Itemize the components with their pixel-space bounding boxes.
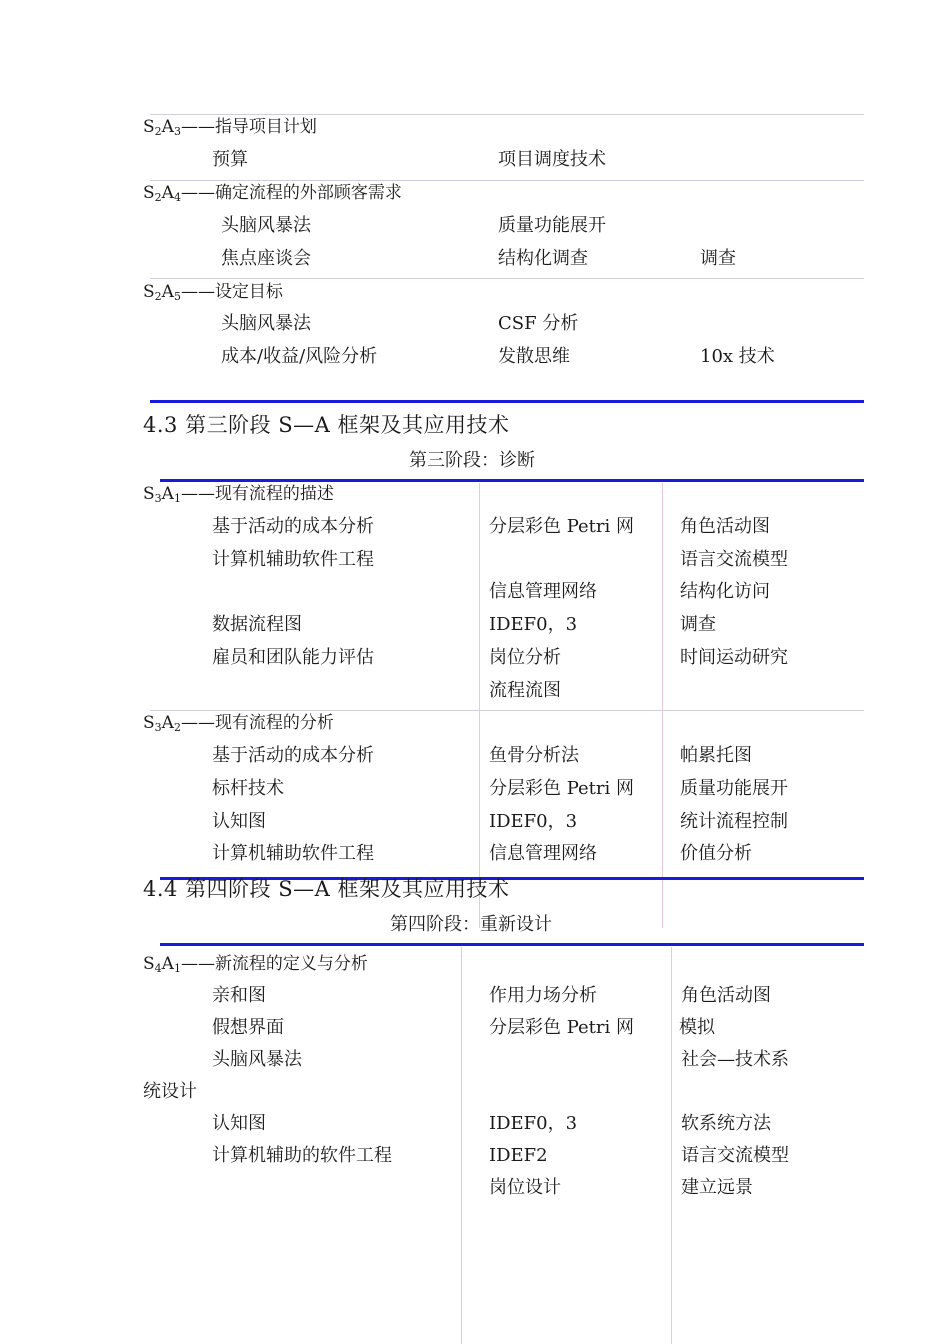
column-rule xyxy=(479,483,480,928)
technique-item: 流程流图 xyxy=(489,680,561,701)
column-rule xyxy=(662,483,663,928)
technique-item-wrap: 统设计 xyxy=(143,1081,197,1102)
technique-item: 项目调度技术 xyxy=(498,149,606,170)
technique-item: 分层彩色 Petri 网 xyxy=(489,778,634,799)
technique-item: 基于活动的成本分析 xyxy=(212,516,374,537)
technique-item: 焦点座谈会 xyxy=(221,248,311,269)
section-rule xyxy=(160,479,864,482)
section-heading-4-3: 4.3 第三阶段 S—A 框架及其应用技术 xyxy=(143,413,510,437)
activity-label-s3a1: $S_3A_1——$现有流程的描述 xyxy=(143,484,334,505)
technique-item: 质量功能展开 xyxy=(680,778,788,799)
technique-item: 雇员和团队能力评估 xyxy=(212,647,374,668)
divider xyxy=(150,180,864,181)
technique-item: 头脑风暴法 xyxy=(221,215,311,236)
technique-item: 信息管理网络 xyxy=(489,581,597,602)
divider xyxy=(150,278,864,279)
divider xyxy=(150,710,864,711)
technique-item: 统计流程控制 xyxy=(680,811,788,832)
technique-item: 语言交流模型 xyxy=(681,1145,789,1166)
technique-item: IDEF2 xyxy=(489,1145,548,1166)
technique-item: 鱼骨分析法 xyxy=(489,745,579,766)
divider xyxy=(150,114,864,115)
technique-item: 假想界面 xyxy=(212,1017,284,1038)
technique-item: 亲和图 xyxy=(212,985,266,1006)
technique-item: 价值分析 xyxy=(680,843,752,864)
column-rule xyxy=(671,947,672,1344)
technique-item: 数据流程图 xyxy=(212,614,302,635)
stage-subheading: 第四阶段：重新设计 xyxy=(390,914,552,935)
technique-item: 信息管理网络 xyxy=(489,843,597,864)
technique-item: 头脑风暴法 xyxy=(221,313,311,334)
technique-item: 岗位分析 xyxy=(489,647,561,668)
stage-subheading: 第三阶段：诊断 xyxy=(409,450,535,471)
technique-item: 结构化访问 xyxy=(680,581,770,602)
technique-item: 计算机辅助软件工程 xyxy=(212,549,374,570)
technique-item: 分层彩色 Petri 网 xyxy=(489,1017,634,1038)
section-heading-4-4: 4.4 第四阶段 S—A 框架及其应用技术 xyxy=(143,877,510,901)
technique-item: 预算 xyxy=(212,149,248,170)
technique-item: 认知图 xyxy=(212,1113,266,1134)
section-rule xyxy=(160,943,864,946)
column-rule xyxy=(461,947,462,1344)
activity-label-s2a4: $S_2A_4——$确定流程的外部顾客需求 xyxy=(143,183,402,204)
technique-item: 10x 技术 xyxy=(700,346,775,367)
section-rule xyxy=(150,400,864,403)
technique-item: 结构化调查 xyxy=(498,248,588,269)
technique-item: 计算机辅助的软件工程 xyxy=(212,1145,392,1166)
technique-item: 调查 xyxy=(700,248,736,269)
technique-item: 标杆技术 xyxy=(212,778,284,799)
technique-item: 头脑风暴法 xyxy=(212,1049,302,1070)
technique-item: 角色活动图 xyxy=(680,516,770,537)
technique-item: 模拟 xyxy=(679,1017,715,1038)
technique-item: 认知图 xyxy=(212,811,266,832)
technique-item: 分层彩色 Petri 网 xyxy=(489,516,634,537)
technique-item: CSF 分析 xyxy=(498,313,579,334)
technique-item: IDEF0，3 xyxy=(489,614,578,635)
technique-item: 基于活动的成本分析 xyxy=(212,745,374,766)
technique-item: 计算机辅助软件工程 xyxy=(212,843,374,864)
technique-item: IDEF0，3 xyxy=(489,1113,578,1134)
technique-item: 建立远景 xyxy=(681,1177,753,1198)
technique-item: 角色活动图 xyxy=(681,985,771,1006)
technique-item: 帕累托图 xyxy=(680,745,752,766)
technique-item: 调查 xyxy=(680,614,716,635)
technique-item: 时间运动研究 xyxy=(680,647,788,668)
technique-item: 软系统方法 xyxy=(681,1113,771,1134)
activity-label-s4a1: $S_4A_1——$新流程的定义与分析 xyxy=(143,954,368,975)
technique-item: 作用力场分析 xyxy=(489,985,597,1006)
activity-label-s2a5: $S_2A_5——$设定目标 xyxy=(143,282,283,303)
activity-label-s3a2: $S_3A_2——$现有流程的分析 xyxy=(143,713,334,734)
technique-item: 成本/收益/风险分析 xyxy=(221,346,378,367)
technique-item: 语言交流模型 xyxy=(680,549,788,570)
technique-item: IDEF0，3 xyxy=(489,811,578,832)
technique-item: 发散思维 xyxy=(498,346,570,367)
technique-item: 质量功能展开 xyxy=(498,215,606,236)
activity-label-s2a3: $S_2A_3——$指导项目计划 xyxy=(143,117,317,138)
technique-item: 社会—技术系 xyxy=(681,1049,789,1070)
technique-item: 岗位设计 xyxy=(489,1177,561,1198)
